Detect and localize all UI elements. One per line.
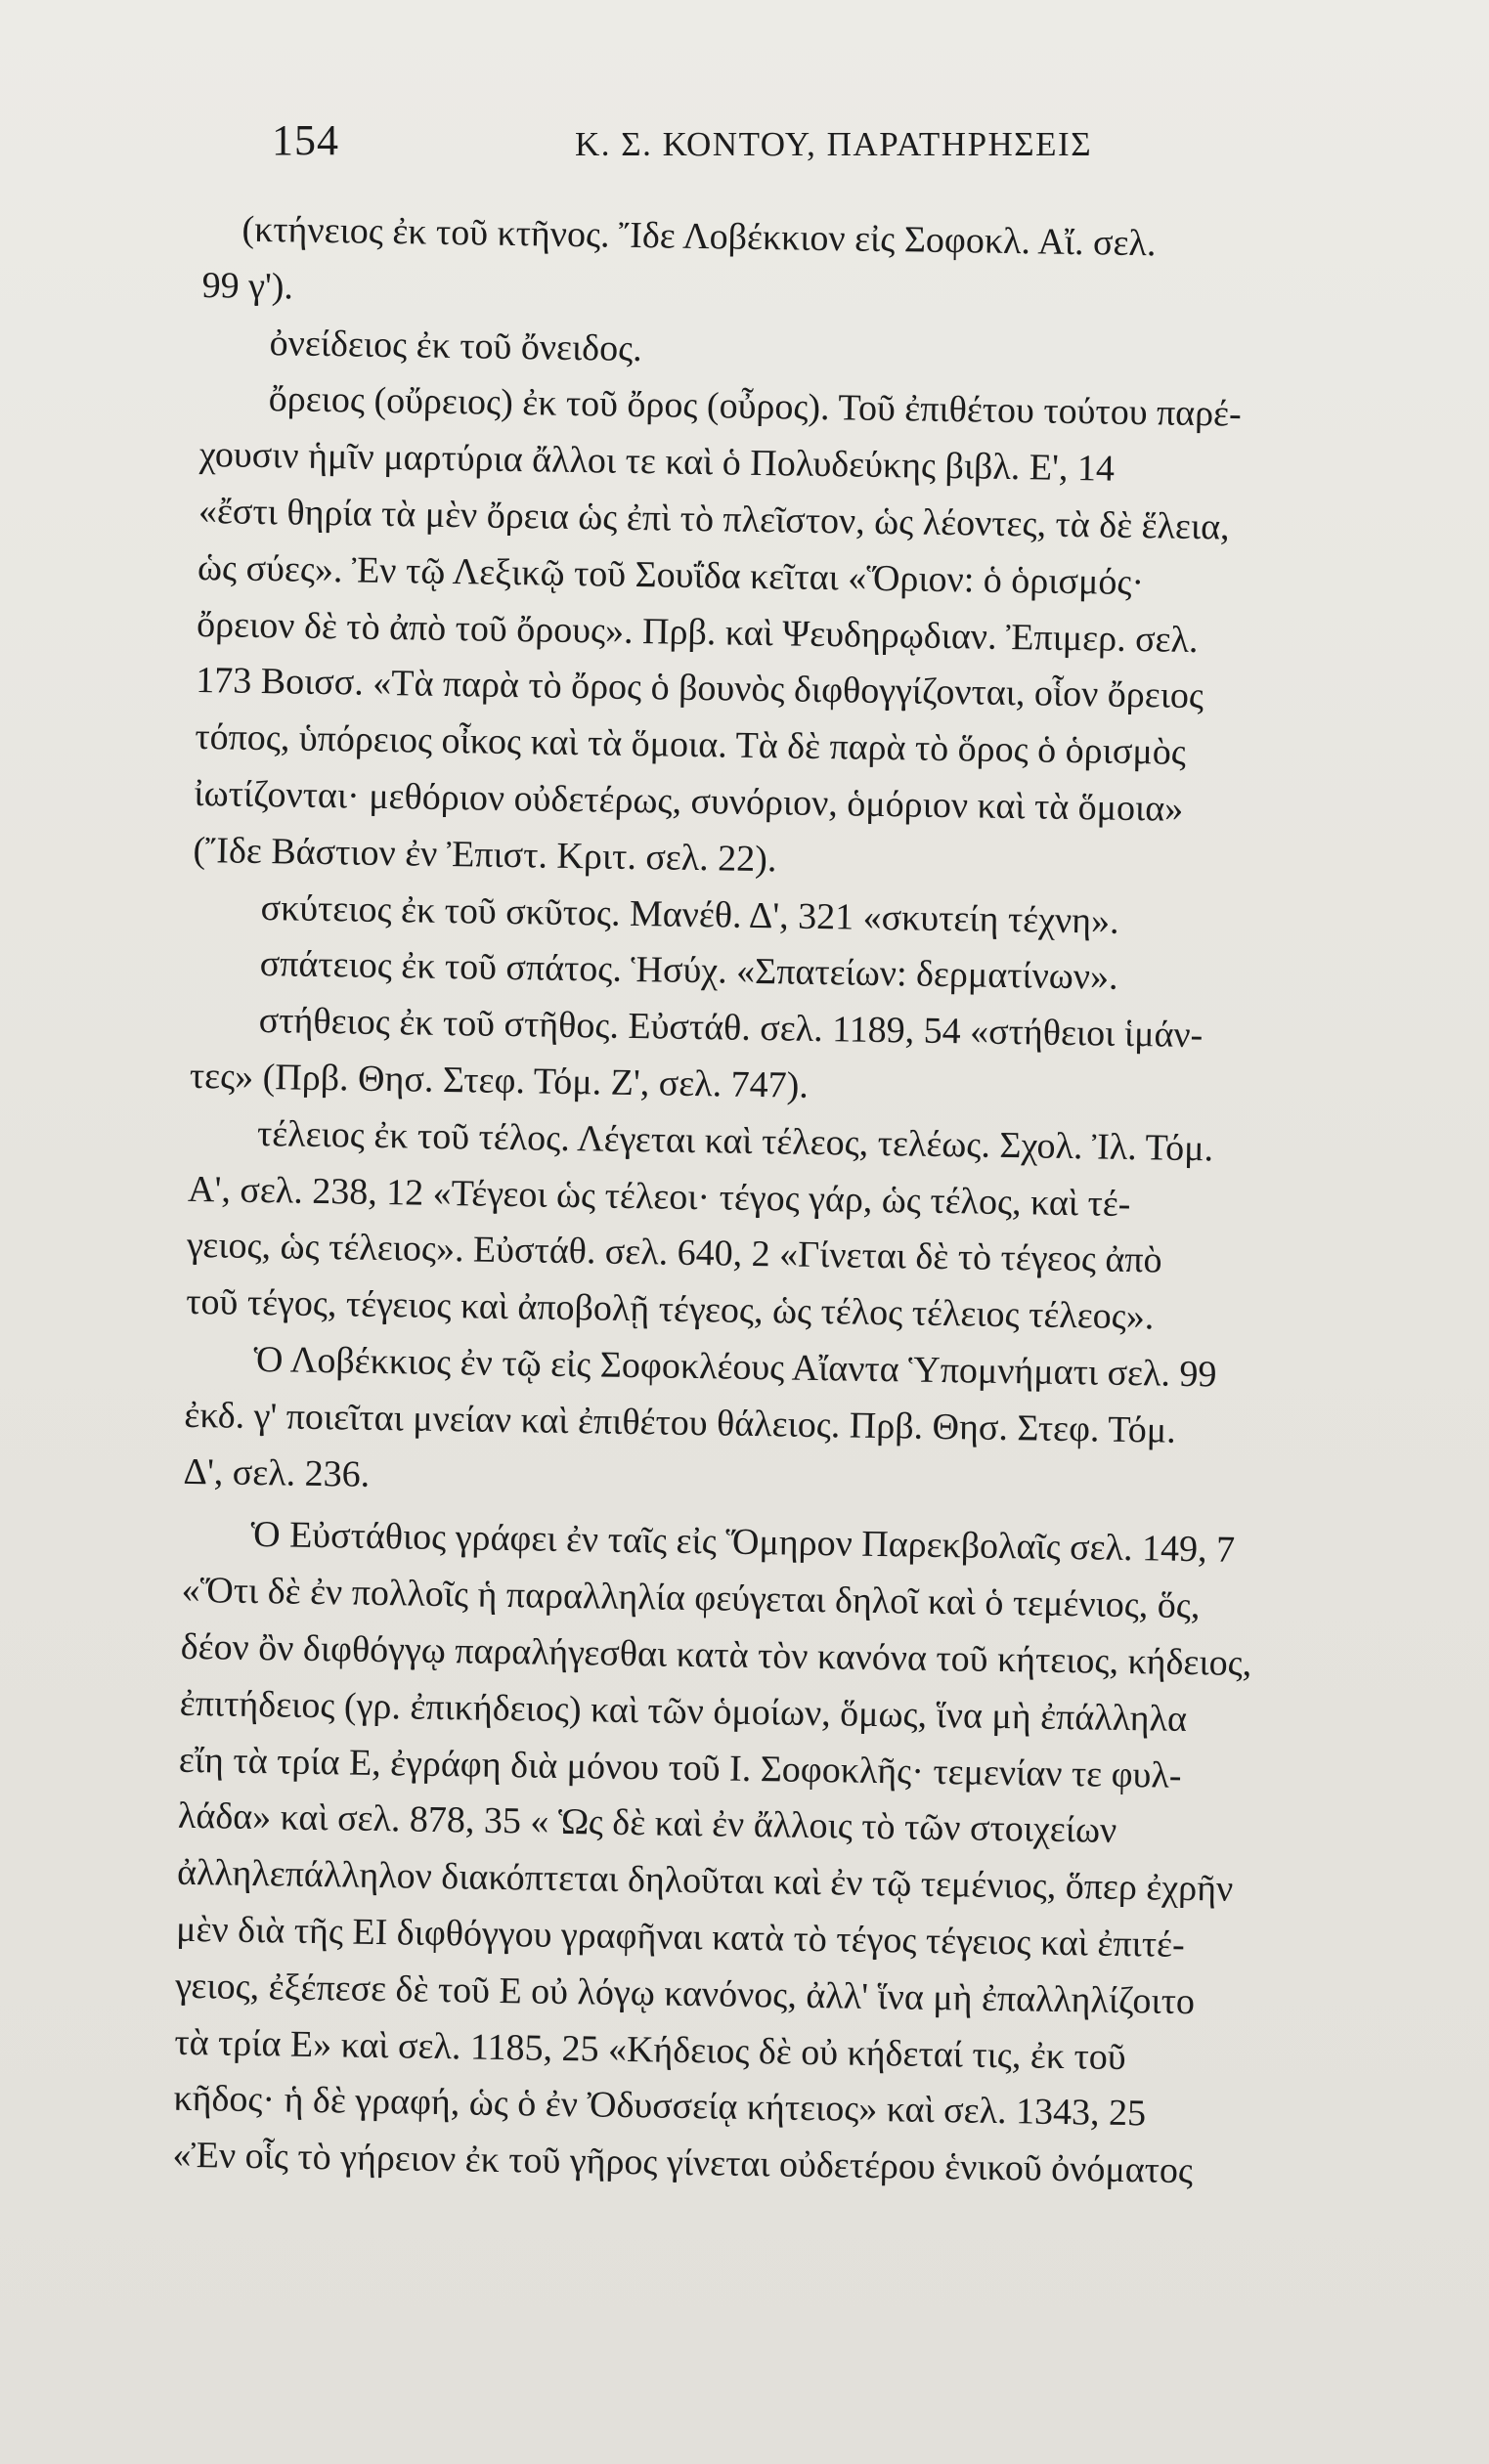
text-line-13: σκύτειος ἐκ τοῦ σκῦτος. Μανέθ. Δ', 321 «σκυτείη τέχνη». (260, 886, 1119, 942)
text-line-21: Ὁ Λοβέκκιος ἐν τῷ εἰς Σοφοκλέους Αἴαντα Ὑπομνήματι σελ. 99 (253, 1338, 1217, 1396)
text-line-15: στήθειος ἐκ τοῦ στῆθος. Εὐστάθ. σελ. 1189, 54 «στήθειοι ἱμάν- (258, 1000, 1204, 1057)
text-line-8: ὄρειον δὲ τὸ ἀπὸ τοῦ ὄρους». Πρβ. καὶ Ψευδηρῳδιαν. Ἐπιμερ. σελ. (196, 603, 1199, 661)
text-line-4: ὄρειος (οὔρειος) ἐκ τοῦ ὄρος (οὖρος). Τοῦ ἐπιθέτου τούτου παρέ- (268, 378, 1243, 436)
text-line-5: χουσιν ἡμῖν μαρτύρια ἄλλοι τε καὶ ὁ Πολυδεύκης βιβλ. Ε', 14 (198, 434, 1116, 490)
text-line-27: ἐπιτήδειος (γρ. ἐπικήδειος) καὶ τῶν ὁμοίων, ὅμως, ἵνα μὴ ἐπάλληλα (179, 1682, 1188, 1740)
text-line-22: ἐκδ. γ' ποιεῖται μνείαν καὶ ἐπιθέτου θάλειος. Πρβ. Θησ. Στεφ. Τόμ. (184, 1394, 1177, 1451)
running-head: Κ. Σ. ΚΟΝΤΟΥ, ΠΑΡΑΤΗΡΗΣΕΙΣ (575, 125, 1093, 163)
text-line-1: (κτήνειος ἐκ τοῦ κτῆνος. Ἴδε Λοβέκκιον εἰς Σοφοκλ. Αἴ. σελ. (241, 208, 1157, 265)
text-line-23: Δ', σελ. 236. (183, 1450, 371, 1495)
text-line-18: Α', σελ. 238, 12 «Τέγεοι ὡς τέλεοι· τέγος γάρ, ὡς τέλος, καὶ τέ- (187, 1168, 1131, 1225)
text-line-32: γειος, ἐξέπεσε δὲ τοῦ Ε οὐ λόγῳ κανόνος, ἀλλ' ἵνα μὴ ἐπαλληλίζοιτο (174, 1965, 1196, 2022)
text-line-10: τόπος, ὑπόρειος οἶκος καὶ τὰ ὅμοια. Τὰ δὲ παρὰ τὸ ὅρος ὁ ὁρισμὸς (195, 716, 1187, 774)
text-line-3: ὀνείδειος ἐκ τοῦ ὄνειδος. (269, 322, 643, 369)
text-line-34: κῆδος· ἡ δὲ γραφή, ὡς ὁ ἐν Ὀδυσσείᾳ κήτειος» καὶ σελ. 1343, 25 (173, 2078, 1147, 2135)
text-line-11: ἰωτίζονται· μεθόριον οὐδετέρως, συνόριον, ὁμόριον καὶ τὰ ὅμοια» (194, 772, 1184, 830)
body-text (172, 201, 1425, 2203)
text-line-14: σπάτειος ἐκ τοῦ σπάτος. Ἡσύχ. «Σπατείων: δερματίνων». (259, 943, 1118, 999)
text-line-17: τέλειος ἐκ τοῦ τέλος. Λέγεται καὶ τέλεος, τελέως. Σχολ. Ἰλ. Τόμ. (256, 1112, 1214, 1170)
text-line-31: μὲν διὰ τῆς ΕΙ διφθόγγου γραφῆναι κατὰ τὸ τέγος τέγειος καὶ ἐπιτέ- (175, 1908, 1186, 1966)
text-line-16: τες» (Πρβ. Θησ. Στεφ. Τόμ. Ζ', σελ. 747). (189, 1055, 810, 1106)
text-line-33: τὰ τρία Ε» καὶ σελ. 1185, 25 «Κήδειος δὲ οὐ κήδεταί τις, ἐκ τοῦ (174, 2021, 1126, 2078)
text-line-26: δέον ὂν διφθόγγῳ παραλήγεσθαι κατὰ τὸν κανόνα τοῦ κήτειος, κήδειος, (180, 1625, 1252, 1684)
text-line-28: εἴη τὰ τρία Ε, ἐγράφη διὰ μόνου τοῦ Ι. Σοφοκλῆς· τεμενίαν τε φυλ- (178, 1739, 1182, 1796)
text-line-25: «Ὅτι δὲ ἐν πολλοῖς ἡ παραλληλία φεύγεται δηλοῖ καὶ ὁ τεμένιος, ὅς, (181, 1569, 1201, 1627)
text-line-19: γειος, ὡς τέλειος». Εὐστάθ. σελ. 640, 2 «Γίνεται δὲ τὸ τέγεος ἀπὸ (186, 1225, 1162, 1281)
text-line-35: «Ἐν οἷς τὸ γήρειον ἐκ τοῦ γῆρος γίνεται οὐδετέρου ἑνικοῦ ὀνόματος (172, 2134, 1194, 2192)
text-line-29: λάδα» καὶ σελ. 878, 35 « Ὡς δὲ καὶ ἐν ἄλλοις τὸ τῶν στοιχείων (177, 1795, 1117, 1852)
text-line-30: ἀλληλεπάλληλον διακόπτεται δηλοῦται καὶ ἐν τῷ τεμένιος, ὅπερ ἐχρῆν (176, 1851, 1234, 1910)
text-line-20: τοῦ τέγος, τέγειος καὶ ἀποβολῇ τέγεος, ὡς τέλος τέλειος τέλεος». (185, 1281, 1155, 1338)
page-header (272, 115, 1396, 174)
text-line-2: 99 γ'). (201, 264, 294, 308)
page-number: 154 (272, 116, 339, 164)
text-line-12: (Ἴδε Βάστιον ἐν Ἐπιστ. Κριτ. σελ. 22). (193, 829, 777, 881)
text-line-7: ὡς σύες». Ἐν τῷ Λεξικῷ τοῦ Σουΐδα κεῖται «Ὅριον: ὁ ὁρισμός· (197, 546, 1145, 603)
text-line-9: 173 Βοισσ. «Τὰ παρὰ τὸ ὄρος ὁ βουνὸς διφθογγίζονται, οἷον ὄρειος (195, 660, 1204, 717)
text-line-6: «ἔστι θηρία τὰ μὲν ὄρεια ὡς ἐπὶ τὸ πλεῖστον, ὡς λέοντες, τὰ δὲ ἕλεια, (197, 490, 1230, 548)
text-line-24: Ὁ Εὐστάθιος γράφει ἐν ταῖς εἰς Ὅμηρον Παρεκβολαῖς σελ. 149, 7 (250, 1514, 1236, 1572)
